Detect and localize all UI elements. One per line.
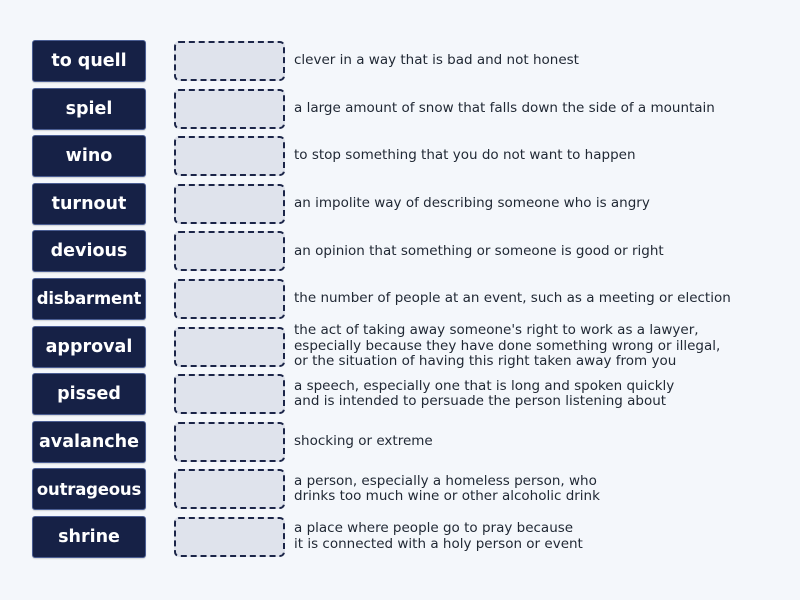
definition-text: a person, especially a homeless person, who drinks too much wine or other alcoholic drink [294, 472, 600, 505]
word-tile[interactable]: to quell [32, 40, 146, 82]
word-tile[interactable]: avalanche [32, 421, 146, 463]
word-tile[interactable]: wino [32, 135, 146, 177]
match-row [32, 322, 772, 374]
definition-text: the number of people at an event, such as a meeting or election [294, 290, 731, 307]
match-row [32, 135, 772, 183]
drop-slot[interactable] [174, 231, 285, 271]
definition-text: an impolite way of describing someone who is angry [294, 195, 650, 212]
word-tile[interactable]: disbarment [32, 278, 146, 320]
word-tile[interactable]: outrageous [32, 468, 146, 510]
definition-text: clever in a way that is bad and not honest [294, 52, 579, 69]
match-row [32, 40, 772, 88]
definition-text: a large amount of snow that falls down the side of a mountain [294, 99, 715, 116]
drop-slot[interactable] [174, 469, 285, 509]
match-row [32, 88, 772, 136]
match-row [32, 278, 772, 326]
drop-slot[interactable] [174, 374, 285, 414]
definition-text: an opinion that something or someone is good or right [294, 242, 664, 259]
word-tile[interactable]: turnout [32, 183, 146, 225]
definition-text: shocking or extreme [294, 433, 433, 449]
definition-text: the act of taking away someone's right to work as a lawyer, especially because they have done something wrong or illegal, or the situation of having this right taken away from you [294, 322, 721, 370]
word-tile[interactable]: shrine [32, 516, 146, 558]
drop-slot[interactable] [174, 41, 285, 81]
drop-slot[interactable] [174, 279, 285, 319]
drop-slot[interactable] [174, 184, 285, 224]
word-tile[interactable]: devious [32, 230, 146, 272]
match-up-board [32, 40, 772, 564]
match-row [32, 183, 772, 231]
definition-text: a speech, especially one that is long and spoken quickly and is intended to persuade the person listening about [294, 377, 675, 410]
match-row [32, 468, 772, 516]
match-row [32, 516, 772, 564]
match-row [32, 230, 772, 278]
match-row [32, 373, 772, 421]
match-row [32, 421, 772, 469]
definition-text: to stop something that you do not want to happen [294, 147, 636, 164]
drop-slot[interactable] [174, 89, 285, 129]
drop-slot[interactable] [174, 517, 285, 557]
word-tile[interactable]: pissed [32, 373, 146, 415]
word-tile[interactable]: approval [32, 326, 146, 368]
definition-text: a place where people go to pray because it is connected with a holy person or event [294, 520, 583, 552]
drop-slot[interactable] [174, 136, 285, 176]
drop-slot[interactable] [174, 327, 285, 367]
drop-slot[interactable] [174, 422, 285, 462]
word-tile[interactable]: spiel [32, 88, 146, 130]
